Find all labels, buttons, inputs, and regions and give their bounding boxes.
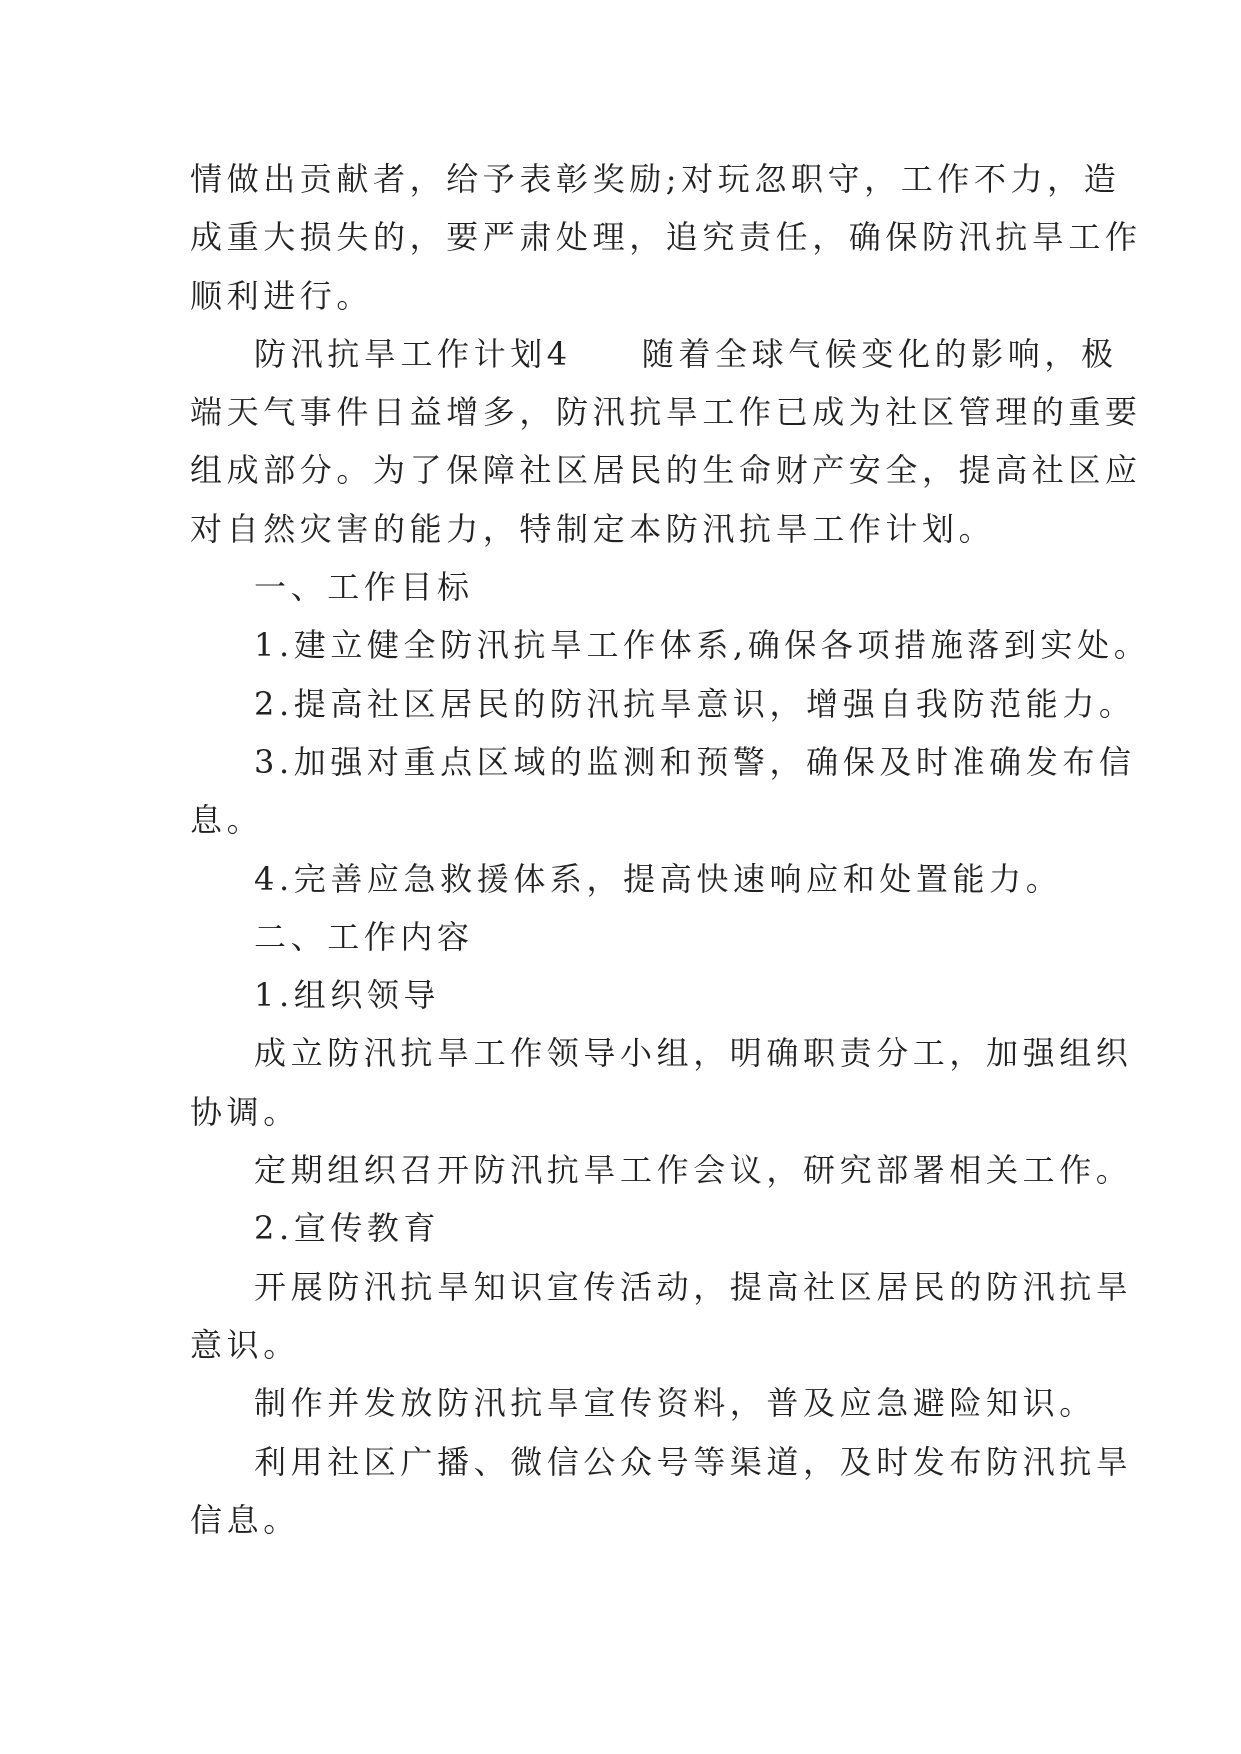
list-item-continuation: 息。 xyxy=(190,801,264,840)
paragraph-line: 制作并发放防汛抗旱宣传资料，普及应急避险知识。 xyxy=(254,1384,1096,1423)
paragraph-line: 利用社区广播、微信公众号等渠道，及时发布防汛抗旱 xyxy=(254,1442,1133,1481)
list-item: 4.完善应急救援体系，提高快速响应和处置能力。 xyxy=(254,859,1063,898)
paragraph-start: 随着全球气候变化的影响，极 xyxy=(641,334,1118,373)
paragraph-line: 组成部分。为了保障社区居民的生命财产安全，提高社区应 xyxy=(190,451,1142,490)
subsection-heading: 1.组织领导 xyxy=(254,976,441,1015)
subsection-heading: 2.宣传教育 xyxy=(254,1209,441,1248)
plan-heading-line xyxy=(190,325,1118,383)
paragraph-continuation: 协调。 xyxy=(190,1092,300,1131)
plan-title: 防汛抗旱工作计划4 xyxy=(254,334,572,373)
paragraph-line: 开展防汛抗旱知识宣传活动，提高社区居民的防汛抗旱 xyxy=(254,1267,1133,1306)
paragraph-line: 对自然灾害的能力，特制定本防汛抗旱工作计划。 xyxy=(190,509,996,548)
list-item: 3.加强对重点区域的监测和预警，确保及时准确发布信 xyxy=(254,742,1136,781)
section-heading: 一、工作目标 xyxy=(254,568,474,607)
paragraph-line: 成立防汛抗旱工作领导小组，明确职责分工，加强组织 xyxy=(254,1034,1133,1073)
list-item: 2.提高社区居民的防汛抗旱意识，增强自我防范能力。 xyxy=(254,684,1136,723)
paragraph-continuation: 意识。 xyxy=(190,1325,300,1364)
paragraph-line: 定期组织召开防汛抗旱工作会议，研究部署相关工作。 xyxy=(254,1151,1133,1190)
paragraph-line: 端天气事件日益增多，防汛抗旱工作已成为社区管理的重要 xyxy=(190,393,1142,432)
paragraph-line: 情做出贡献者，给予表彰奖励;对玩忽职守，工作不力，造 xyxy=(190,160,1121,198)
section-heading: 二、工作内容 xyxy=(254,917,474,956)
paragraph-line: 顺利进行。 xyxy=(190,276,374,315)
paragraph-continuation: 信息。 xyxy=(190,1500,300,1539)
paragraph-line: 成重大损失的，要严肃处理，追究责任，确保防汛抗旱工作 xyxy=(190,218,1142,257)
document-body xyxy=(190,150,1151,1549)
list-item: 1.建立健全防汛抗旱工作体系,确保各项措施落到实处。 xyxy=(254,626,1151,665)
